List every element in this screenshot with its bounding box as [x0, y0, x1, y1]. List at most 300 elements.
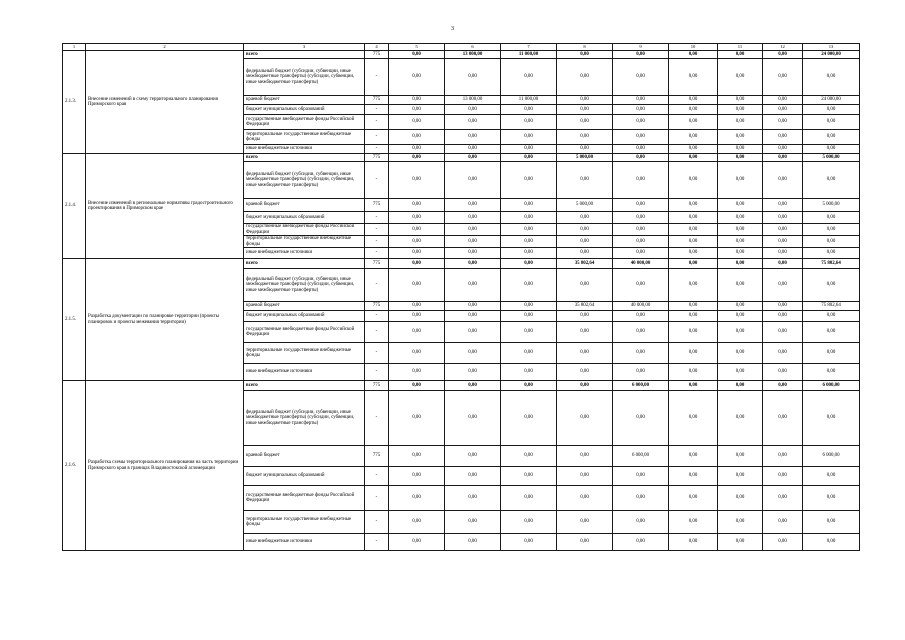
amount-cell: 0,00 [613, 343, 669, 364]
amount-cell: 0,00 [669, 105, 718, 115]
amount-cell: 0,00 [557, 269, 613, 302]
funding-source: федеральный бюджет (субсидии, субвенции, иные межбюджетные трансферты) (субсидии, субвенции, иные межбюджетные трансферты) [244, 59, 365, 96]
amount-cell: 0,00 [557, 145, 613, 154]
amount-cell: 0,00 [803, 212, 860, 224]
amount-cell: 0,00 [718, 96, 763, 105]
amount-cell: 0,00 [445, 269, 501, 302]
amount-cell: 75 802,64 [803, 302, 860, 311]
amount-cell: 0,00 [718, 145, 763, 154]
amount-cell: 0,00 [501, 511, 557, 534]
amount-cell: 0,00 [718, 115, 763, 130]
amount-cell: 0,00 [763, 145, 803, 154]
amount-cell: 0,00 [718, 269, 763, 302]
amount-cell: 0,00 [669, 96, 718, 105]
funding-source: краевой бюджет [244, 302, 365, 311]
column-number: 12 [763, 44, 803, 51]
amount-cell: 0,00 [557, 236, 613, 248]
budget-code: - [365, 59, 389, 96]
funding-source: федеральный бюджет (субсидии, субвенции, иные межбюджетные трансферты) (субсидии, субвенции, иные межбюджетные трансферты) [244, 391, 365, 446]
amount-cell: 0,00 [445, 130, 501, 145]
funding-source: бюджет муниципальных образований [244, 212, 365, 224]
budget-code: - [365, 486, 389, 511]
funding-source: государственные внебюджетные фонды Российской Федерации [244, 486, 365, 511]
amount-cell: 0,00 [389, 199, 445, 212]
amount-cell: 0,00 [613, 199, 669, 212]
amount-cell: 0,00 [445, 224, 501, 236]
amount-cell: 0,00 [445, 145, 501, 154]
amount-cell: 0,00 [718, 302, 763, 311]
amount-cell: 0,00 [718, 467, 763, 486]
amount-cell: 0,00 [669, 236, 718, 248]
funding-source: государственные внебюджетные фонды Российской Федерации [244, 224, 365, 236]
funding-source: бюджет муниципальных образований [244, 467, 365, 486]
amount-cell: 0,00 [389, 511, 445, 534]
amount-cell: 0,00 [501, 322, 557, 343]
budget-code: - [365, 467, 389, 486]
amount-cell: 0,00 [613, 130, 669, 145]
amount-cell: 0,00 [389, 446, 445, 467]
column-number: 1 [63, 44, 86, 51]
amount-cell: 0,00 [763, 248, 803, 259]
table-row [63, 154, 860, 162]
funding-source: государственные внебюджетные фонды Российской Федерации [244, 115, 365, 130]
amount-cell: 0,00 [803, 224, 860, 236]
amount-cell: 0,00 [763, 59, 803, 96]
amount-cell: 0,00 [389, 486, 445, 511]
amount-cell: 0,00 [501, 381, 557, 391]
amount-cell: 0,00 [389, 381, 445, 391]
budget-code: 775 [365, 199, 389, 212]
amount-cell: 0,00 [669, 115, 718, 130]
amount-cell: 0,00 [613, 224, 669, 236]
amount-cell: 0,00 [669, 199, 718, 212]
amount-cell: 0,00 [501, 224, 557, 236]
amount-cell: 0,00 [763, 467, 803, 486]
item-number: 2.1.3. [63, 51, 86, 154]
amount-cell: 0,00 [445, 322, 501, 343]
amount-cell: 0,00 [445, 381, 501, 391]
amount-cell: 11 000,00 [501, 96, 557, 105]
amount-cell: 0,00 [389, 322, 445, 343]
amount-cell: 0,00 [718, 162, 763, 199]
amount-cell: 0,00 [501, 269, 557, 302]
amount-cell: 24 000,00 [803, 51, 860, 59]
budget-code: - [365, 364, 389, 381]
budget-code: - [365, 130, 389, 145]
amount-cell: 40 000,00 [613, 259, 669, 269]
amount-cell: 0,00 [557, 311, 613, 322]
amount-cell: 0,00 [389, 534, 445, 551]
budget-code: 775 [365, 96, 389, 105]
amount-cell: 0,00 [803, 269, 860, 302]
amount-cell: 0,00 [718, 59, 763, 96]
table-row [63, 381, 860, 391]
amount-cell: 0,00 [613, 511, 669, 534]
amount-cell: 0,00 [763, 51, 803, 59]
funding-source: государственные внебюджетные фонды Российской Федерации [244, 322, 365, 343]
amount-cell: 0,00 [763, 212, 803, 224]
amount-cell: 0,00 [389, 162, 445, 199]
amount-cell: 0,00 [613, 162, 669, 199]
amount-cell: 0,00 [501, 467, 557, 486]
amount-cell: 0,00 [669, 486, 718, 511]
amount-cell: 0,00 [613, 105, 669, 115]
amount-cell: 0,00 [803, 322, 860, 343]
amount-cell: 0,00 [389, 259, 445, 269]
amount-cell: 0,00 [669, 364, 718, 381]
amount-cell: 0,00 [389, 212, 445, 224]
amount-cell: 0,00 [445, 486, 501, 511]
amount-cell: 6 000,00 [803, 446, 860, 467]
amount-cell: 0,00 [557, 364, 613, 381]
amount-cell: 0,00 [445, 311, 501, 322]
budget-code: - [365, 269, 389, 302]
funding-source: бюджет муниципальных образований [244, 311, 365, 322]
amount-cell: 0,00 [763, 343, 803, 364]
amount-cell: 0,00 [445, 467, 501, 486]
amount-cell: 0,00 [763, 511, 803, 534]
amount-cell: 0,00 [557, 59, 613, 96]
amount-cell: 0,00 [763, 199, 803, 212]
amount-cell: 0,00 [557, 115, 613, 130]
amount-cell: 0,00 [557, 343, 613, 364]
amount-cell: 13 000,00 [445, 96, 501, 105]
item-number: 2.1.6. [63, 381, 86, 551]
amount-cell: 0,00 [763, 446, 803, 467]
funding-source: всего [244, 381, 365, 391]
amount-cell: 0,00 [445, 154, 501, 162]
amount-cell: 0,00 [557, 51, 613, 59]
amount-cell: 0,00 [669, 224, 718, 236]
amount-cell: 0,00 [669, 322, 718, 343]
amount-cell: 0,00 [389, 248, 445, 259]
funding-source: иные внебюджетные источники [244, 145, 365, 154]
funding-source: краевой бюджет [244, 96, 365, 105]
amount-cell: 0,00 [389, 343, 445, 364]
amount-cell: 0,00 [501, 154, 557, 162]
budget-code: - [365, 224, 389, 236]
amount-cell: 0,00 [613, 467, 669, 486]
amount-cell: 0,00 [669, 302, 718, 311]
amount-cell: 0,00 [763, 96, 803, 105]
amount-cell: 0,00 [803, 248, 860, 259]
budget-code: - [365, 105, 389, 115]
amount-cell: 0,00 [445, 248, 501, 259]
amount-cell: 0,00 [389, 154, 445, 162]
amount-cell: 0,00 [803, 162, 860, 199]
item-title: Внесение изменений в схему территориального планирования Приморского края [86, 51, 244, 154]
amount-cell: 0,00 [557, 162, 613, 199]
amount-cell: 6 000,00 [803, 381, 860, 391]
amount-cell: 0,00 [445, 446, 501, 467]
item-title: Разработка схемы территориального планирования на часть территории Приморского края в границах Владивостокской агломерации [86, 381, 244, 551]
column-number: 9 [613, 44, 669, 51]
amount-cell: 0,00 [389, 364, 445, 381]
amount-cell: 0,00 [445, 105, 501, 115]
amount-cell: 0,00 [669, 212, 718, 224]
amount-cell: 0,00 [501, 105, 557, 115]
budget-code: 775 [365, 381, 389, 391]
amount-cell: 0,00 [501, 302, 557, 311]
amount-cell: 40 000,00 [613, 302, 669, 311]
budget-code: - [365, 322, 389, 343]
amount-cell: 5 000,00 [803, 154, 860, 162]
item-number: 2.1.5. [63, 259, 86, 381]
amount-cell: 0,00 [718, 224, 763, 236]
column-number: 7 [501, 44, 557, 51]
amount-cell: 0,00 [763, 486, 803, 511]
amount-cell: 0,00 [803, 236, 860, 248]
amount-cell: 0,00 [501, 248, 557, 259]
amount-cell: 75 802,64 [803, 259, 860, 269]
amount-cell: 0,00 [557, 446, 613, 467]
budget-code: - [365, 248, 389, 259]
amount-cell: 0,00 [718, 199, 763, 212]
amount-cell: 0,00 [613, 51, 669, 59]
budget-code: - [365, 236, 389, 248]
amount-cell: 0,00 [803, 534, 860, 551]
amount-cell: 0,00 [613, 269, 669, 302]
funding-source: иные внебюджетные источники [244, 364, 365, 381]
amount-cell: 0,00 [718, 364, 763, 381]
amount-cell: 0,00 [763, 224, 803, 236]
amount-cell: 24 000,00 [803, 96, 860, 105]
amount-cell: 0,00 [803, 130, 860, 145]
amount-cell: 0,00 [718, 154, 763, 162]
budget-code: - [365, 212, 389, 224]
amount-cell: 0,00 [669, 534, 718, 551]
amount-cell: 0,00 [718, 236, 763, 248]
amount-cell: 0,00 [669, 59, 718, 96]
column-number: 3 [244, 44, 365, 51]
amount-cell: 0,00 [389, 391, 445, 446]
table-row [63, 51, 860, 59]
amount-cell: 0,00 [613, 534, 669, 551]
amount-cell: 0,00 [669, 145, 718, 154]
column-number: 11 [718, 44, 763, 51]
amount-cell: 0,00 [557, 391, 613, 446]
amount-cell: 0,00 [803, 364, 860, 381]
amount-cell: 0,00 [501, 364, 557, 381]
budget-code: - [365, 145, 389, 154]
budget-code: 775 [365, 51, 389, 59]
funding-source: иные внебюджетные источники [244, 248, 365, 259]
amount-cell: 0,00 [613, 236, 669, 248]
funding-source: территориальные государственные внебюджетные фонды [244, 130, 365, 145]
amount-cell: 35 802,64 [557, 302, 613, 311]
amount-cell: 0,00 [803, 311, 860, 322]
amount-cell: 0,00 [445, 212, 501, 224]
amount-cell: 0,00 [718, 212, 763, 224]
amount-cell: 0,00 [501, 130, 557, 145]
amount-cell: 11 000,00 [501, 51, 557, 59]
item-title: Разработка документации по планировке территории (проекты планировок и проекты межевания территории) [86, 259, 244, 381]
amount-cell: 0,00 [557, 248, 613, 259]
amount-cell: 0,00 [763, 269, 803, 302]
amount-cell: 0,00 [445, 59, 501, 96]
amount-cell: 0,00 [389, 224, 445, 236]
amount-cell: 0,00 [763, 130, 803, 145]
amount-cell: 0,00 [613, 391, 669, 446]
amount-cell: 0,00 [389, 311, 445, 322]
amount-cell: 0,00 [389, 105, 445, 115]
budget-code: - [365, 534, 389, 551]
amount-cell: 0,00 [763, 115, 803, 130]
amount-cell: 0,00 [669, 467, 718, 486]
amount-cell: 0,00 [389, 236, 445, 248]
amount-cell: 0,00 [669, 51, 718, 59]
funding-source: краевой бюджет [244, 199, 365, 212]
budget-code: 775 [365, 302, 389, 311]
amount-cell: 0,00 [445, 199, 501, 212]
amount-cell: 0,00 [389, 269, 445, 302]
amount-cell: 0,00 [669, 446, 718, 467]
amount-cell: 0,00 [557, 130, 613, 145]
amount-cell: 0,00 [763, 105, 803, 115]
amount-cell: 0,00 [763, 236, 803, 248]
amount-cell: 0,00 [389, 467, 445, 486]
amount-cell: 6 000,00 [613, 381, 669, 391]
page-number: 3 [451, 26, 454, 32]
funding-source: территориальные государственные внебюджетные фонды [244, 511, 365, 534]
amount-cell: 0,00 [718, 486, 763, 511]
amount-cell: 0,00 [803, 511, 860, 534]
amount-cell: 0,00 [445, 162, 501, 199]
amount-cell: 0,00 [501, 115, 557, 130]
budget-code: - [365, 343, 389, 364]
amount-cell: 5 000,00 [557, 199, 613, 212]
budget-code: - [365, 311, 389, 322]
amount-cell: 0,00 [389, 51, 445, 59]
amount-cell: 0,00 [501, 534, 557, 551]
column-number: 6 [445, 44, 501, 51]
amount-cell: 0,00 [669, 162, 718, 199]
amount-cell: 0,00 [803, 343, 860, 364]
amount-cell: 0,00 [718, 259, 763, 269]
column-number: 5 [389, 44, 445, 51]
amount-cell: 0,00 [557, 224, 613, 236]
amount-cell: 0,00 [669, 343, 718, 364]
amount-cell: 0,00 [718, 130, 763, 145]
amount-cell: 0,00 [763, 311, 803, 322]
amount-cell: 0,00 [803, 391, 860, 446]
amount-cell: 0,00 [613, 322, 669, 343]
item-title: Внесение изменений в региональные нормативы градостроительного проектирования в Приморском крае [86, 154, 244, 259]
funding-source: всего [244, 51, 365, 59]
amount-cell: 0,00 [669, 311, 718, 322]
amount-cell: 0,00 [669, 154, 718, 162]
amount-cell: 0,00 [613, 486, 669, 511]
amount-cell: 0,00 [718, 343, 763, 364]
amount-cell: 0,00 [803, 105, 860, 115]
amount-cell: 0,00 [557, 467, 613, 486]
amount-cell: 0,00 [445, 391, 501, 446]
amount-cell: 0,00 [501, 446, 557, 467]
table-row [63, 259, 860, 269]
amount-cell: 0,00 [763, 154, 803, 162]
amount-cell: 0,00 [718, 105, 763, 115]
amount-cell: 0,00 [389, 302, 445, 311]
amount-cell: 0,00 [445, 511, 501, 534]
amount-cell: 0,00 [557, 105, 613, 115]
amount-cell: 0,00 [613, 212, 669, 224]
amount-cell: 0,00 [718, 381, 763, 391]
amount-cell: 0,00 [669, 259, 718, 269]
budget-code: 775 [365, 154, 389, 162]
funding-source: федеральный бюджет (субсидии, субвенции, иные межбюджетные трансферты) (субсидии, субвенции, иные межбюджетные трансферты) [244, 162, 365, 199]
amount-cell: 0,00 [718, 534, 763, 551]
amount-cell: 35 802,64 [557, 259, 613, 269]
amount-cell: 0,00 [389, 145, 445, 154]
amount-cell: 0,00 [718, 391, 763, 446]
budget-code: - [365, 511, 389, 534]
amount-cell: 0,00 [557, 212, 613, 224]
amount-cell: 0,00 [803, 145, 860, 154]
amount-cell: 0,00 [763, 391, 803, 446]
amount-cell: 0,00 [557, 534, 613, 551]
item-number: 2.1.4. [63, 154, 86, 259]
funding-source: иные внебюджетные источники [244, 534, 365, 551]
amount-cell: 0,00 [669, 391, 718, 446]
amount-cell: 0,00 [718, 322, 763, 343]
amount-cell: 0,00 [501, 212, 557, 224]
amount-cell: 13 000,00 [445, 51, 501, 59]
amount-cell: 0,00 [803, 115, 860, 130]
amount-cell: 0,00 [613, 154, 669, 162]
amount-cell: 0,00 [669, 381, 718, 391]
amount-cell: 0,00 [763, 259, 803, 269]
amount-cell: 0,00 [389, 59, 445, 96]
amount-cell: 0,00 [445, 343, 501, 364]
amount-cell: 5 000,00 [557, 154, 613, 162]
column-number: 10 [669, 44, 718, 51]
amount-cell: 0,00 [501, 199, 557, 212]
amount-cell: 0,00 [803, 59, 860, 96]
amount-cell: 0,00 [613, 364, 669, 381]
amount-cell: 0,00 [501, 311, 557, 322]
amount-cell: 0,00 [501, 343, 557, 364]
amount-cell: 0,00 [445, 534, 501, 551]
amount-cell: 0,00 [763, 162, 803, 199]
amount-cell: 0,00 [763, 381, 803, 391]
amount-cell: 0,00 [501, 486, 557, 511]
amount-cell: 0,00 [501, 162, 557, 199]
amount-cell: 0,00 [445, 236, 501, 248]
amount-cell: 0,00 [718, 446, 763, 467]
amount-cell: 0,00 [613, 248, 669, 259]
column-number: 2 [86, 44, 244, 51]
budget-code: 775 [365, 446, 389, 467]
column-number: 13 [803, 44, 860, 51]
amount-cell: 0,00 [718, 511, 763, 534]
amount-cell: 0,00 [557, 511, 613, 534]
amount-cell: 0,00 [669, 511, 718, 534]
amount-cell: 0,00 [613, 311, 669, 322]
funding-source: федеральный бюджет (субсидии, субвенции, иные межбюджетные трансферты) (субсидии, субвенции, иные межбюджетные трансферты) [244, 269, 365, 302]
funding-source: всего [244, 154, 365, 162]
amount-cell: 0,00 [501, 391, 557, 446]
amount-cell: 0,00 [613, 115, 669, 130]
funding-source: бюджет муниципальных образований [244, 105, 365, 115]
column-number: 4 [365, 44, 389, 51]
amount-cell: 0,00 [445, 364, 501, 381]
amount-cell: 0,00 [718, 311, 763, 322]
amount-cell: 0,00 [803, 467, 860, 486]
amount-cell: 0,00 [501, 59, 557, 96]
amount-cell: 0,00 [763, 322, 803, 343]
amount-cell: 0,00 [613, 145, 669, 154]
amount-cell: 5 000,00 [803, 199, 860, 212]
